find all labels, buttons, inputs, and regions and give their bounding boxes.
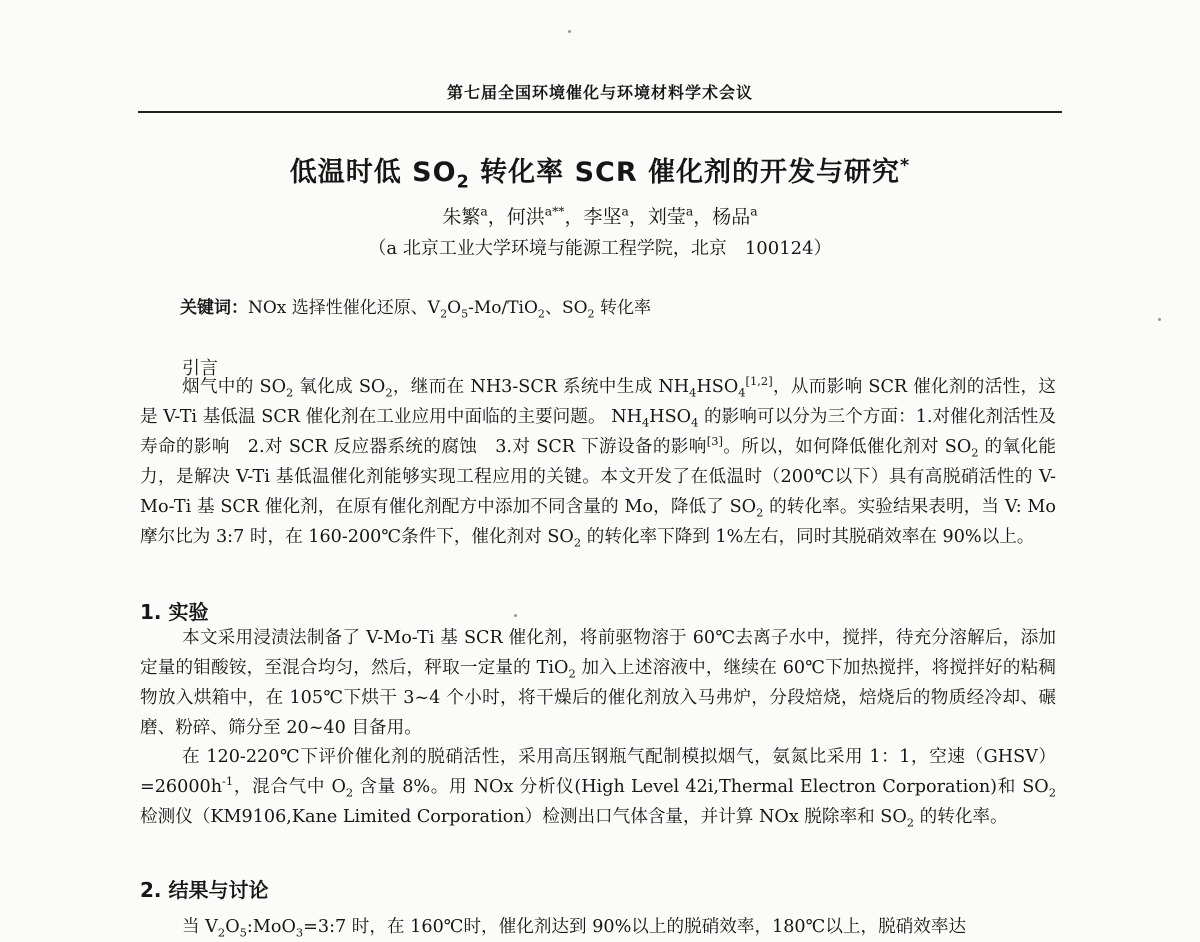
text-run: 氧化成 SO xyxy=(293,377,386,397)
intro-heading: 引言 xyxy=(182,358,218,379)
text-run: ，从而影响 SCR 催化剂的活性，这是 V-Ti 基低温 SCR 催化剂在工业应用中面临的主要问题。 NH xyxy=(140,377,1057,427)
experiment-paragraph-2 xyxy=(140,742,1056,832)
text-run: ，混合气中 O xyxy=(233,777,346,797)
paper-title xyxy=(138,150,1062,193)
text-run: 烟气中的 SO xyxy=(182,377,287,397)
subscript: 2 xyxy=(286,385,294,400)
text-run: =3:7 时，在 160℃时，催化剂达到 90%以上的脱硝效率，180℃以上，脱硝效率达 xyxy=(303,917,967,937)
conference-header: 第七届全国环境催化与环境材料学术会议 xyxy=(446,83,753,102)
subscript: 4 xyxy=(738,385,746,400)
subscript: 2 xyxy=(1048,785,1056,800)
text-run: 的氧化能力，是解决 V-Ti 基低温催化剂能够实现工程应用的关键。本文开发了在低温时（200℃以下）具有高脱硝活性的 V-Mo-Ti 基 SCR 催化剂，在原有催化剂配方中添加不同含量的 Mo，降低了 SO xyxy=(140,437,1056,517)
author-5: 杨品 xyxy=(712,206,751,228)
text-run: 含量 8%。用 NOx 分析仪(High Level 42i,Thermal Electron Corporation)和 SO xyxy=(353,777,1049,797)
subscript: 2 xyxy=(568,666,576,681)
experiment-paragraph-1 xyxy=(140,623,1056,743)
author-1-affil: a xyxy=(480,204,488,219)
keywords-sub: 5 xyxy=(461,307,469,321)
scan-speck xyxy=(1158,318,1161,321)
subscript: 2 xyxy=(385,385,393,400)
results-paragraph xyxy=(140,912,1056,942)
subscript: 2 xyxy=(906,815,915,830)
subscript: 4 xyxy=(691,415,699,430)
subscript: 2 xyxy=(345,785,354,800)
text-run: 当 V xyxy=(182,917,218,937)
keywords-sub: 2 xyxy=(537,307,545,321)
keywords-sub: 2 xyxy=(440,307,448,321)
affiliation: （a 北京工业大学环境与能源工程学院，北京 100124） xyxy=(368,238,832,259)
citation[interactable]: [3] xyxy=(706,434,723,449)
subscript: 2 xyxy=(971,445,979,460)
keywords-text: 、SO xyxy=(544,298,588,318)
text-run: ，继而在 NH3-SCR 系统中生成 NH xyxy=(392,377,690,397)
text-run: HSO xyxy=(649,407,692,427)
subscript: 2 xyxy=(756,505,764,520)
section-heading-experiment: 1. 实验 xyxy=(140,600,209,624)
author-3-affil: a xyxy=(621,204,629,219)
subscript: 2 xyxy=(217,925,226,940)
keywords-text: O xyxy=(447,298,462,318)
title-footnote-star: * xyxy=(900,156,911,176)
section-heading-results: 2. 结果与讨论 xyxy=(140,878,269,902)
text-run: 本文采用浸渍法制备了 V-Mo-Ti 基 SCR 催化剂，将前驱物溶于 60℃去离子水中，搅拌，待充分溶解后，添加定量的钼酸铵，至混合均匀，然后，秤取一定量的 TiO xyxy=(140,628,1056,678)
text-run: 在 120-220℃下评价催化剂的脱硝活性，采用高压钢瓶气配制模拟烟气，氨氮比采用 1：1，空速（GHSV）=26000h xyxy=(140,747,1056,797)
author-sep: ， xyxy=(628,206,648,228)
keywords-label: 关键词： xyxy=(180,298,248,318)
text-run: 加入上述溶液中，继续在 60℃下加热搅拌，将搅拌好的粘稠物放入烘箱中，在 105℃下烘干 3~4 个小时，将干燥后的催化剂放入马弗炉，分段焙烧，焙烧后的物质经冷却、碾磨、粉碎、筛分至 20~40 目备用。 xyxy=(140,658,1056,738)
text-run: 。所以，如何降低催化剂对 SO xyxy=(722,437,972,457)
scan-speck xyxy=(514,614,517,617)
keywords-text: -Mo/TiO xyxy=(468,298,538,318)
text-run: 检测仪（KM9106,Kane Limited Corporation）检测出口气体含量，并计算 NOx 脱除率和 SO xyxy=(140,807,907,827)
author-5-affil: a xyxy=(750,204,758,219)
author-sep: ， xyxy=(564,206,584,228)
author-2-affil: a** xyxy=(544,204,565,219)
author-1: 朱繁 xyxy=(442,206,481,228)
subscript: 2 xyxy=(573,535,582,550)
keywords-sub: 2 xyxy=(587,307,595,321)
subscript: 4 xyxy=(689,385,697,400)
author-4: 刘莹 xyxy=(647,206,686,228)
keywords-text: NOx 选择性催化还原、V xyxy=(248,298,441,318)
title-prefix: 低温时低 SO xyxy=(289,157,457,188)
scan-speck xyxy=(568,30,571,33)
title-middle: 转化率 SCR 催化剂的开发与研究 xyxy=(469,157,901,188)
text-run: 的影响可以分为三个方面：1.对催化剂活性及寿命的影响 2.对 SCR 反应器系统的腐蚀 3.对 SCR 下游设备的影响 xyxy=(140,407,1056,457)
author-sep: ， xyxy=(693,206,713,228)
author-sep: ， xyxy=(487,206,507,228)
keywords-text: 转化率 xyxy=(594,298,651,318)
author-2: 何洪 xyxy=(506,206,545,228)
author-3: 李坚 xyxy=(583,206,622,228)
intro-paragraph xyxy=(140,372,1056,552)
author-4-affil: a xyxy=(685,204,694,219)
header-rule xyxy=(138,111,1062,113)
text-run: 的转化率。实验结果表明，当 V: Mo 摩尔比为 3:7 时，在 160-200℃条件下，催化剂对 SO xyxy=(140,497,1056,547)
text-run: HSO xyxy=(696,377,739,397)
text-run: 的转化率。 xyxy=(914,807,1008,827)
keywords-line xyxy=(180,293,651,321)
superscript: -1 xyxy=(222,774,234,789)
text-run: :MoO xyxy=(246,917,296,937)
subscript: 3 xyxy=(295,925,304,940)
title-sub: 2 xyxy=(456,172,470,193)
subscript: 5 xyxy=(239,925,247,940)
text-run: O xyxy=(225,917,240,937)
subscript: 4 xyxy=(641,415,650,430)
text-run: 的转化率下降到 1%左右，同时其脱硝效率在 90%以上。 xyxy=(581,527,1035,547)
citation[interactable]: [1,2] xyxy=(745,374,773,389)
author-list xyxy=(138,202,1062,229)
